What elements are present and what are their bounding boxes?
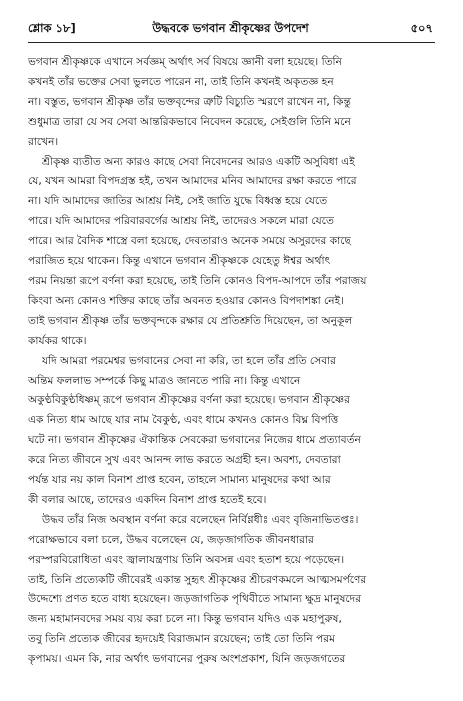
text-line: তাই, তিনি প্রত্যেকটি জীবেরই একান্ত সুহৃৎ শ্রীকৃষ্ণের শ্রীচরণকমলে আত্মসমর্পণের <box>28 573 367 586</box>
text-line: করে নিত্য জীবনে সুখ এবং আনন্দ লাভ করতে অগ্রহী হন। অবশ্য, দেবতারা <box>28 454 341 467</box>
paragraph <box>28 53 435 153</box>
text-line: না। বস্তুত, ভগবান শ্রীকৃষ্ণ তাঁর ভক্তবৃন্দের ত্রুটি বিচ্যুতি স্মরণে রাখেন না, কিন্তু <box>28 95 351 108</box>
text-line: ভগবান শ্রীকৃষ্ণকে এখানে সর্বজ্ঞম্ অর্থাৎ সর্ব বিষয়ে জ্ঞানী বলা হয়েছে। তিনি <box>28 56 342 68</box>
text-line: অন্তিম ফললাভ সম্পর্কে কিছু মাত্রও জানতে পারি না। কিন্তু এখানে <box>28 374 301 387</box>
paragraph <box>28 511 435 670</box>
chapter-title: উদ্ধবকে ভগবান শ্রীকৃষ্ণের উপদেশ <box>152 21 309 35</box>
text-line: যে, যখন আমরা বিপদগ্রস্ত হই, তখন আমাদের মনিব আমাদের রক্ষা করতে পারে <box>28 175 357 188</box>
text-line: তাই ভগবান শ্রীকৃষ্ণ তাঁর ভক্তবৃন্দকে রক্ষার যে প্রতিশ্রুতি দিয়েছেন, তা অনুকূল <box>28 314 353 327</box>
text-line: উদ্ধব তাঁর নিজ অবস্থান বর্ণনা করে বলেছেন নির্বিণ্ণধীঃ এবং বৃজিনাভিতপ্তঃ। <box>42 513 359 526</box>
paragraph <box>28 352 435 511</box>
text-line: যদি আমরা পরমেশ্বর ভগবানের সেবা না করি, তা হলে তাঁর প্রতি সেবার <box>42 354 336 367</box>
page-number: ৫০৭ <box>410 21 433 35</box>
text-line: জন্য মহামানবদের সময় ব্যয় করা চলে না। কিন্তু ভগবান যদিও এক মহাপুরুষ, <box>28 613 342 626</box>
text-line: ঘটে না। ভগবান শ্রীকৃষ্ণের ঐকান্তিক সেবকেরা ভগবানের নিজের ধামে প্রত্যাবর্তন <box>28 434 361 447</box>
text-line: কিংবা অন্য কোনও শক্তির কাছে তাঁর অবনত হওয়ার কোনও বিপদাশঙ্কা নেই। <box>28 294 344 307</box>
text-line: কার্যকর থাকে। <box>28 334 87 347</box>
text-line: পরোক্ষভাবে বলা চলে, উদ্ধব বলেছেন যে, জড়জাগতিক জীবনধারার <box>28 533 314 546</box>
header-rule <box>28 42 435 43</box>
text-line: কখনই তাঁর ভক্তের সেবা ভুলতে পারেন না, তাই তিনি কখনই অকৃতজ্ঞ হন <box>28 75 334 88</box>
text-line: কৃপাময়। এমন কি, নার অর্থাৎ ভগবানের পুরুষ অংশপ্রকাশ, যিনি জড়জগতের <box>28 653 346 666</box>
paragraph <box>28 153 435 352</box>
text-line: পারে। আর বৈদিক শাস্ত্রে বলা হয়েছে, দেবতারাও অনেক সময়ে অসুরদের কাছে <box>28 235 351 248</box>
page-body <box>28 53 435 670</box>
text-line: শ্রীকৃষ্ণ ব্যতীত অন্য কারও কাছে সেবা নিবেদনের আরও একটি অসুবিধা এই <box>42 155 355 168</box>
text-line: তবু তিনি প্রত্যেক জীবের হৃদয়েই বিরাজমান রয়েছেন; তাই তো তিনি পরম <box>28 633 335 646</box>
text-line: উদ্দেশ্যে প্রণত হতে বাধ্য হয়েছেন। জড়জাগতিক পৃথিবীতে সামান্য ক্ষুদ্র মানুষদের <box>28 593 362 606</box>
text-line: পরম নিয়ন্তা রূপে বর্ণনা করা হয়েছে, তাই তিনি কোনও বিপদ-আপদে তাঁর পরাজয় <box>28 274 367 287</box>
text-line: অকুণ্ঠবিকুণ্ঠধিষ্ণম্ রূপে ভগবান শ্রীকৃষ্ণের বর্ণনা করা হয়েছে। ভগবান শ্রীকৃষ্ণের <box>28 394 350 407</box>
text-line: পরস্পরবিরোধিতা এবং জ্বালাযন্ত্রণায় তিনি অবসন্ন এবং হতাশ হয়ে পড়েছেন। <box>28 553 345 566</box>
text-line: এক নিত্য ধাম আছে যার নাম বৈকুণ্ঠ, এবং ধামে কখনও কোনও বিঘ্ন বিপত্তি <box>28 414 339 427</box>
page-header <box>28 20 433 38</box>
text-line: রাখেন। <box>28 135 59 148</box>
text-line: কী বলার আছে, তাদেরও একদিন বিনাশ প্রাপ্ত হতেই হবে। <box>28 493 267 506</box>
text-line: শুধুমাত্র তারা যে সব সেবা আন্তরিকভাবে নিবেদন করেছে, সেইগুলি তিনি মনে <box>28 115 351 128</box>
text-line: পারে। যদি আমাদের পরিবারবর্গের আশ্রয় নিই, তাদেরও সকলে মারা যেতে <box>28 215 334 228</box>
verse-reference: শ্লোক ১৮] <box>28 21 76 35</box>
text-line: পর্যন্ত যার নয় কাল বিনাশ প্রাপ্ত হবেন, তাহলে সামান্য মানুষদের কথা আর <box>28 474 331 487</box>
text-line: পরাজিত হয়ে থাকেন। কিন্তু এখানে ভগবান শ্রীকৃষ্ণকে যেহেতু ঈশ্বর অর্থাৎ <box>28 255 331 268</box>
text-line: না। যদি আমাদের জাতির আশ্রয় নিই, সেই জাতি যুদ্ধে বিধ্বস্ত হয়ে যেতে <box>28 195 328 208</box>
